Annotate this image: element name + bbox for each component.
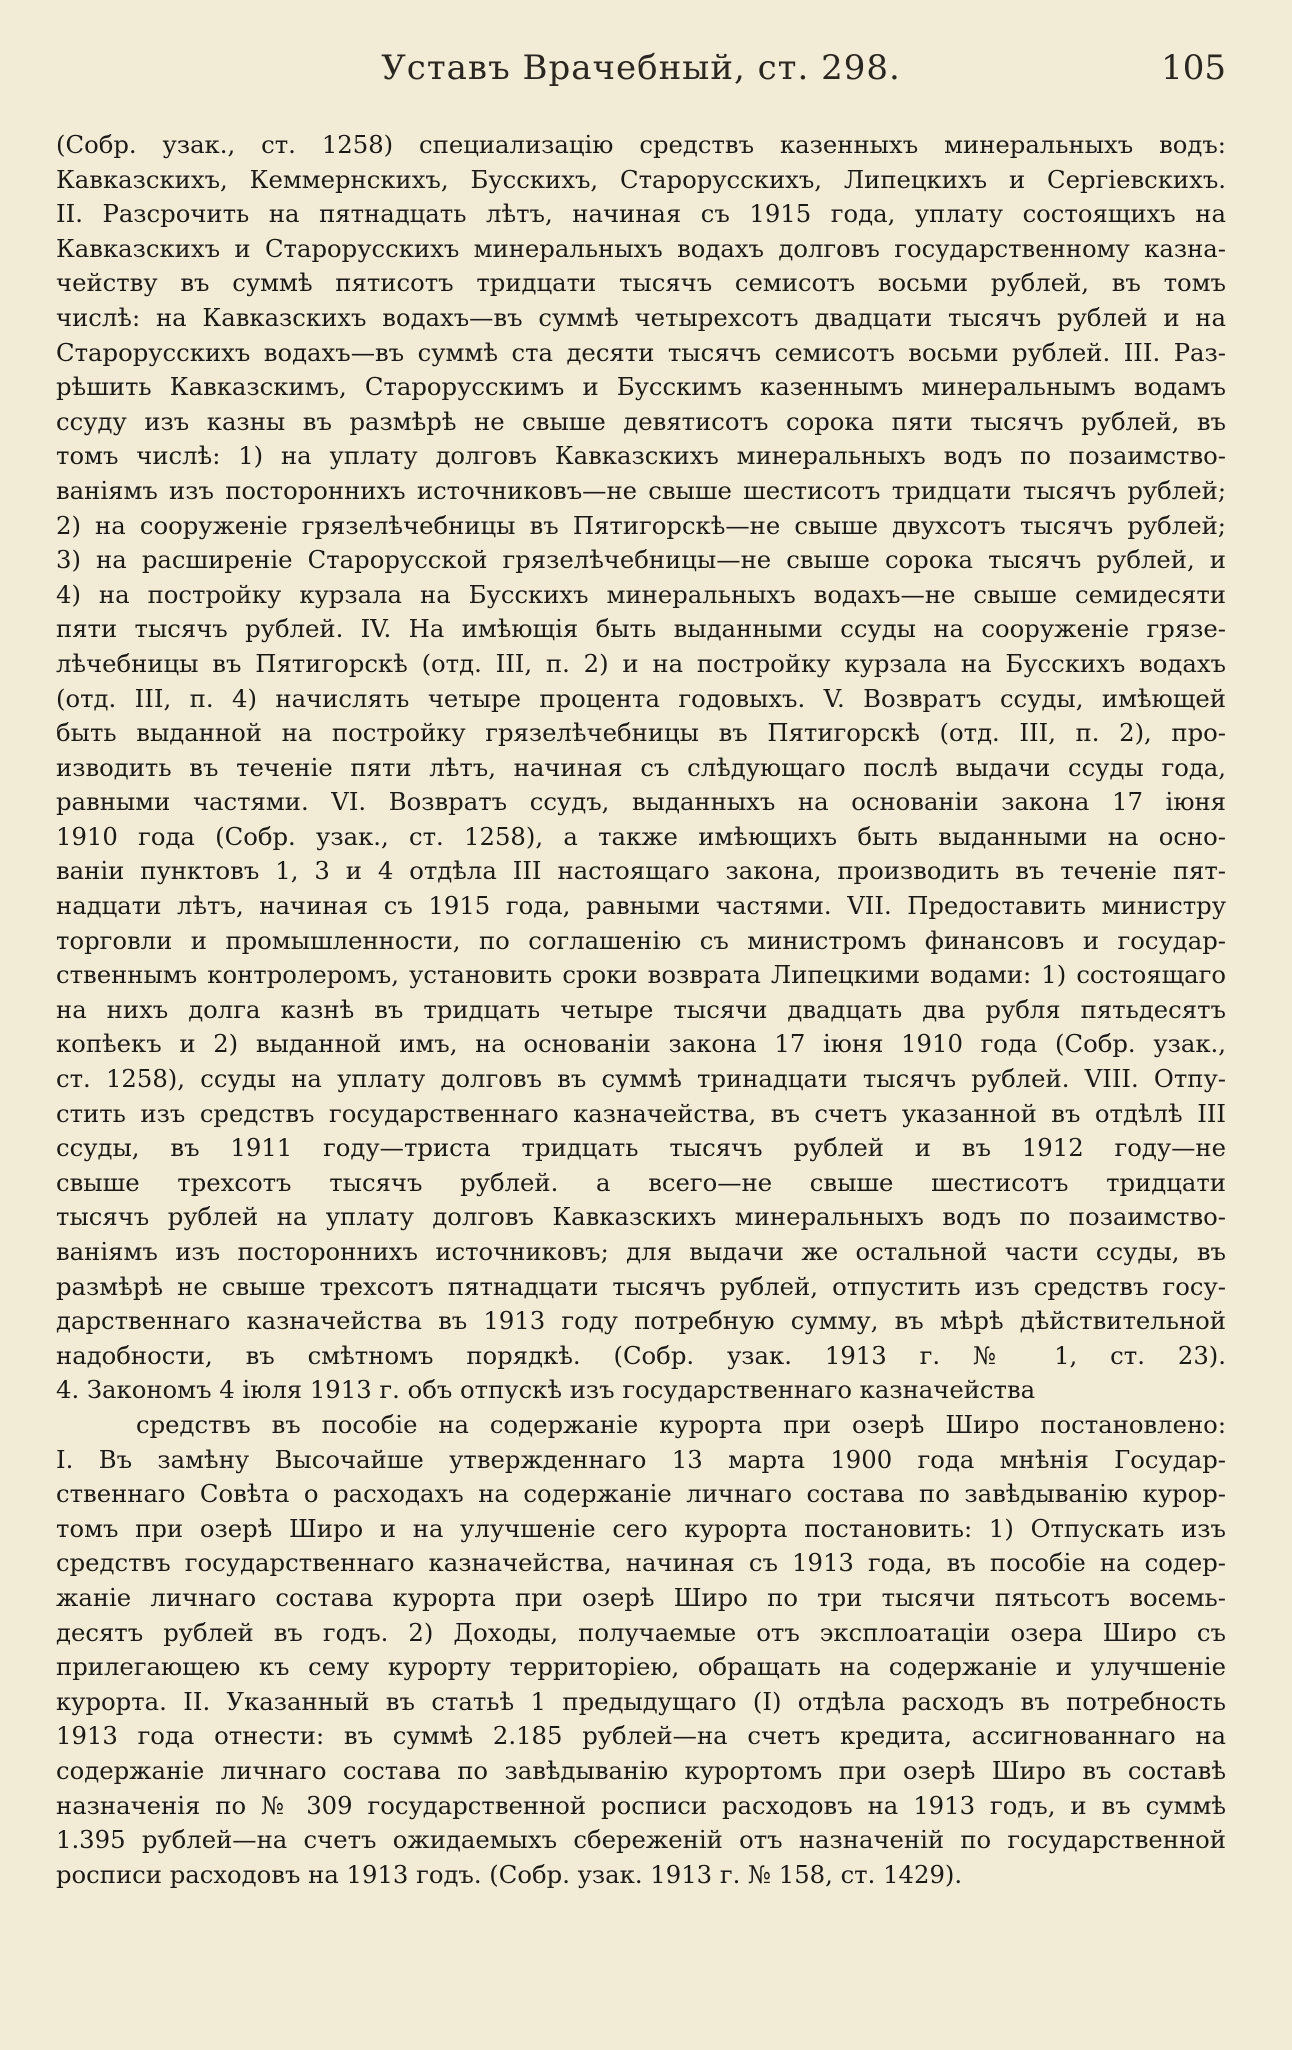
- text-line: росписи расходовъ на 1913 годъ. (Собр. узак. 1913 г. № 158, ст. 1429).: [56, 1859, 963, 1889]
- text-line: томъ числѣ: 1) на уплату долговъ Кавказскихъ минеральныхъ водъ по позаимство-: [56, 441, 1226, 471]
- text-line: надцати лѣтъ, начиная съ 1915 года, равными частями. VII. Предоставить министру: [56, 891, 1226, 921]
- text-line: пяти тысячъ рублей. IV. На имѣющія быть выданными ссуды на сооруженіе грязе-: [56, 614, 1226, 644]
- text-line: ственнымъ контролеромъ, установить сроки возврата Липецкими водами: 1) состоящаго: [56, 960, 1226, 990]
- text-line: ссуды, въ 1911 году—триста тридцать тысячъ рублей и въ 1912 году—не: [56, 1133, 1226, 1163]
- text-line: ваніи пунктовъ 1, 3 и 4 отдѣла III настоящаго закона, производить въ теченіе пят-: [56, 856, 1226, 886]
- text-line: 1.395 рублей—на счетъ ожидаемыхъ сбереженій отъ назначеній по государственной: [56, 1825, 1226, 1855]
- text-line: средствъ государственнаго казначейства, начиная съ 1913 года, въ пособіе на содер-: [56, 1548, 1226, 1578]
- text-line: числѣ: на Кавказскихъ водахъ—въ суммѣ четырехсотъ двадцати тысячъ рублей и на: [56, 302, 1226, 332]
- text-line: 3) на расширеніе Старорусской грязелѣчебницы—не свыше сорока тысячъ рублей, и: [56, 545, 1226, 575]
- text-line: Кавказскихъ и Старорусскихъ минеральныхъ водахъ долговъ государственному казна-: [56, 233, 1226, 263]
- text-line: II. Разсрочить на пятнадцать лѣтъ, начиная съ 1915 года, уплату состоящихъ на: [56, 199, 1226, 229]
- text-line: назначенія по № 309 государственной росписи расходовъ на 1913 годъ, и въ суммѣ: [56, 1790, 1226, 1820]
- text-line: средствъ въ пособіе на содержаніе курорта при озерѣ Широ постановлено:: [136, 1409, 1226, 1439]
- body-text: [56, 128, 1226, 1892]
- text-line: торговли и промышленности, по соглашенію съ министромъ финансовъ и государ-: [56, 925, 1226, 955]
- text-line: ваніямъ изъ постороннихъ источниковъ—не свыше шестисотъ тридцати тысячъ рублей;: [56, 475, 1226, 505]
- text-line: изводить въ теченіе пяти лѣтъ, начиная съ слѣдующаго послѣ выдачи ссуды года,: [56, 752, 1226, 782]
- text-line: быть выданной на постройку грязелѣчебницы въ Пятигорскѣ (отд. III, п. 2), про-: [56, 718, 1226, 748]
- text-line: стить изъ средствъ государственнаго казначейства, въ счетъ указанной въ отдѣлѣ III: [56, 1098, 1226, 1128]
- text-line: (отд. III, п. 4) начислять четыре процента годовыхъ. V. Возвратъ ссуды, имѣющей: [56, 683, 1226, 713]
- text-line: содержаніе личнаго состава по завѣдыванію курортомъ при озерѣ Широ въ составѣ: [56, 1755, 1226, 1785]
- text-line: томъ при озерѣ Широ и на улучшеніе сего курорта постановить: 1) Отпускать изъ: [56, 1513, 1226, 1543]
- text-line: размѣрѣ не свыше трехсотъ пятнадцати тысячъ рублей, отпустить изъ средствъ госу-: [56, 1271, 1226, 1301]
- text-line: жаніе личнаго состава курорта при озерѣ Широ по три тысячи пятьсотъ восемь-: [56, 1582, 1226, 1612]
- text-line: чейству въ суммѣ пятисотъ тридцати тысячъ семисотъ восьми рублей, въ томъ: [56, 268, 1226, 298]
- text-line: 2) на сооруженіе грязелѣчебницы въ Пятигорскѣ—не свыше двухсотъ тысячъ рублей;: [56, 510, 1226, 540]
- text-line: ственнаго Совѣта о расходахъ на содержаніе личнаго состава по завѣдыванію курор-: [56, 1479, 1226, 1509]
- text-line: тысячъ рублей на уплату долговъ Кавказскихъ минеральныхъ водъ по позаимство-: [56, 1202, 1226, 1232]
- text-line: лѣчебницы въ Пятигорскѣ (отд. III, п. 2) и на постройку курзала на Бусскихъ водахъ: [56, 648, 1226, 678]
- text-line: I. Въ замѣну Высочайше утвержденнаго 13 марта 1900 года мнѣнія Государ-: [56, 1444, 1226, 1474]
- text-line: Кавказскихъ, Кеммернскихъ, Бусскихъ, Старорусскихъ, Липецкихъ и Сергіевскихъ.: [56, 164, 1226, 194]
- text-line: 4) на постройку курзала на Бусскихъ минеральныхъ водахъ—не свыше семидесяти: [56, 579, 1226, 609]
- text-line: надобности, въ смѣтномъ порядкѣ. (Собр. узак. 1913 г. № 1, ст. 23).: [56, 1340, 1226, 1370]
- text-line: ваніямъ изъ постороннихъ источниковъ; для выдачи же остальной части ссуды, въ: [56, 1237, 1226, 1266]
- text-line: ст. 1258), ссуды на уплату долговъ въ суммѣ тринадцати тысячъ рублей. VIII. Отпу-: [56, 1064, 1226, 1094]
- text-line: прилегающею къ сему курорту территоріею, обращать на содержаніе и улучшеніе: [56, 1652, 1226, 1682]
- text-line: курорта. II. Указанный въ статьѣ 1 предыдущаго (I) отдѣла расходъ въ потребность: [56, 1686, 1226, 1716]
- page-number: 105: [1161, 48, 1226, 88]
- text-line: ссуду изъ казны въ размѣрѣ не свыше девятисотъ сорока пяти тысячъ рублей, въ: [56, 406, 1226, 436]
- text-line: свыше трехсотъ тысячъ рублей. а всего—не свыше шестисотъ тридцати: [56, 1167, 1226, 1197]
- text-line: 1913 года отнести: въ суммѣ 2.185 рублей—на счетъ кредита, ассигнованнаго на: [56, 1721, 1226, 1751]
- text-line: 4. Закономъ 4 іюля 1913 г. объ отпускѣ изъ государственнаго казначейства: [56, 1375, 1036, 1405]
- text-line: дарственнаго казначейства въ 1913 году потребную сумму, въ мѣрѣ дѣйствительной: [56, 1306, 1226, 1336]
- document-page: [56, 44, 1226, 2004]
- running-header: [56, 44, 1226, 102]
- text-line: (Собр. узак., ст. 1258) специализацію средствъ казенныхъ минеральныхъ водъ:: [56, 130, 1226, 159]
- text-line: копѣекъ и 2) выданной имъ, на основаніи закона 17 іюня 1910 года (Собр. узак.,: [56, 1029, 1226, 1059]
- text-line: равными частями. VI. Возвратъ ссудъ, выданныхъ на основаніи закона 17 іюня: [56, 787, 1226, 817]
- text-line: рѣшить Кавказскимъ, Старорусскимъ и Бусскимъ казеннымъ минеральнымъ водамъ: [56, 372, 1226, 402]
- text-line: 1910 года (Собр. узак., ст. 1258), а также имѣющихъ быть выданными на осно-: [56, 821, 1226, 851]
- text-line: десятъ рублей въ годъ. 2) Доходы, получаемые отъ эксплоатаціи озера Широ съ: [56, 1617, 1226, 1647]
- text-line: на нихъ долга казнѣ въ тридцать четыре тысячи двадцать два рубля пятьдесятъ: [56, 994, 1226, 1024]
- running-title: Уставъ Врачебный, ст. 298.: [381, 48, 901, 88]
- text-line: Старорусскихъ водахъ—въ суммѣ ста десяти тысячъ семисотъ восьми рублей. III. Раз-: [56, 337, 1226, 367]
